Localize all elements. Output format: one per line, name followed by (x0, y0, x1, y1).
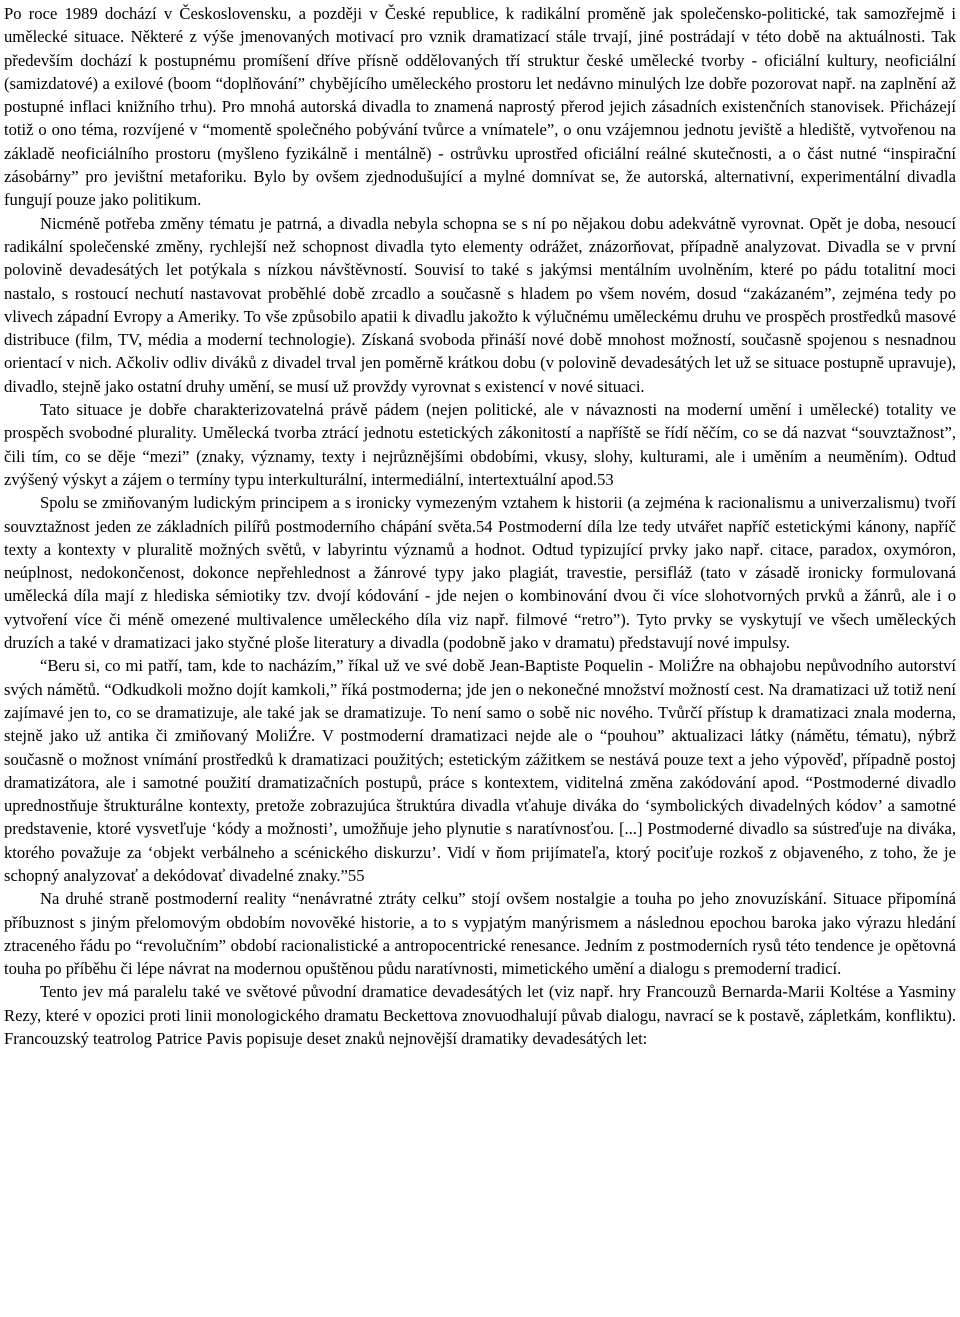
paragraph-world-drama: Tento jev má paralelu také ve světové původní dramatice devadesátých let (viz např. hry Francouzů Bernarda-Marii Koltése a Yasminy Rezy, které v opozici proti linii monologického dramatu Beckettova znovuodhalují půvab dialogu, navrací se k postavě, zápletkám, konfliktu). Francouzský teatrolog Patrice Pavis popisuje deset znaků nejnovější dramatiky devadesátých let: (4, 982, 956, 1049)
paragraph-plurality: Tato situace je dobře charakterizovatelná právě pádem (nejen politické, ale v návaznosti na moderní umění i umělecké) totality ve prospěch svobodné plurality. Umělecká tvorba ztrácí jednotu estetických zákonitostí a napříště se řídí něčím, co se dá nazvat “souvztažnost”, čili tím, co se děje “mezi” (znaky, významy, texty i nejrůznějšími obdobími, vkusy, slohy, kulturami, ale i uměním a neuměním). Odtud zvýšený výskyt a zájem o termíny typu interkulturální, intermediální, intertextuální apod.53 (4, 400, 956, 489)
paragraph-need-for-change: Nicméně potřeba změny tématu je patrná, a divadla nebyla schopna se s ní po nějakou dobu adekvátně vyrovnat. Opět je doba, nesoucí radikální společenské změny, rychlejší než schopnost divadla tyto elementy odrážet, znázorňovat, případně analyzovat. Divadla se v první polovině devadesátých let potýkala s nízkou návštěvností. Souvisí to také s jakýmsi mentálním uvolněním, které po pádu totalitní moci nastalo, s rostoucí nechutí nastavovat proběhlé době zrcadlo a současně s hladem po všem novém, dosud “zakázaném”, zejména tedy po vlivech západní Evropy a Ameriky. To vše způsobilo apatii k divadlu jakožto k výlučnému uměleckému druhu ve prospěch prostředků masové distribuce (film, TV, média a moderní technologie). Získaná svoboda přináší nové době mnohost možností, současně spojenou s nesnadnou orientací v nich. Ačkoliv odliv diváků z divadel trval jen poměrně krátkou dobu (v polovině devadesátých let už se situace postupně upravuje), divadlo, stejně jako ostatní druhy umění, se musí už provždy vyrovnat s existencí v nové situaci. (4, 213, 956, 396)
paragraph-moliere-quote: “Beru si, co mi patří, tam, kde to nacházím,” říkal už ve své době Jean-Baptiste Poquelin - MoliŹre na obhajobu nepůvodního autorství svých námětů. “Odkudkoli možno dojít kamkoli,” říká postmoderna; jde jen o nekonečné množství možností cest. Na dramatizaci už totiž není zajímavé jen to, co se dramatizuje, ale také jak se dramatizuje. To není samo o sobě nic nového. Tvůrčí přístup k dramatizaci znala moderna, stejně jako už antika či zmiňovaný MoliŹre. V postmoderní dramatizaci nejde ale o “pouhou” aktualizaci látky (námětu, tématu), nýbrž současně o možnost vnímání prostředků k dramatizaci použitých; estetickým zážitkem se nestává pouze text a jeho výpověď, případně postoj dramatizátora, ale i samotné použití dramatizačních postupů, práce s kontextem, viditelná změna zakódování apod. “Postmoderné divadlo uprednostňuje štrukturálne kontexty, pretože zobrazujúca štruktúra divadla vťahuje diváka do ‘symbolických divadelných kódov’ a samotné predstavenie, ktoré vysvetľuje ‘kódy a možnosti’, umožňuje jeho plynutie s naratívnosťou. [...] Postmoderné divadlo sa sústreďuje na diváka, ktorého považuje za ‘objekt verbálneho a scénického diskurzu’. Vidí v ňom prijímateľa, ktorý pociťuje rozkoš z objaveného, z toho, že je schopný analyzovať a dekódovať divadelné znaky.”55 (4, 656, 956, 885)
paragraph-1989-change: Po roce 1989 dochází v Československu, a později v České republice, k radikální proměně jak společensko-politické, tak samozřejmě i umělecké situace. Některé z výše jmenovaných motivací pro vznik dramatizací stále trvají, jiné postrádají v této době na aktuálnosti. Tak především dochází k postupnému promíšení dříve přísně oddělovaných tří struktur české umělecké tvorby - oficiální kultury, neoficiální (samizdatové) a exilové (boom “doplňování” chybějícího uměleckého prostoru let nedávno minulých lze dobře pozorovat např. na zaplnění až postupné inflaci knižního trhu). Pro mnohá autorská divadla to znamená naprostý přerod jejich zásadních existenčních stanovisek. Přicházejí totiž o ono téma, rozvíjené v “momentě společného pobývání tvůrce a vnímatele”, o onu vzájemnou jednotu jeviště a hlediště, vytvořenou na základě neoficiálního prostoru (myšleno fyzikálně i mentálně) - ostrůvku uprostřed oficiální reálné skutečnosti, a o část nutné “inspirační zásobárny” pro jevištní metaforiku. Bylo by ovšem zjednodušující a mylné domnívat se, že autorská, alternativní, experimentální divadla fungují pouze jako politikum. (4, 4, 956, 210)
paragraph-ludic-principle: Spolu se zmiňovaným ludickým principem a s ironicky vymezeným vztahem k historii (a zejména k racionalismu a univerzalismu) tvoří souvztažnost jeden ze základních pilířů postmoderního chápání světa.54 Postmoderní díla lze tedy utvářet napříč estetickými kánony, napříč texty a kontexty v pluralitě možných světů, v labyrintu významů a hodnot. Odtud typizující prvky jako např. citace, paradox, oxymóron, neúplnost, nedokončenost, dokonce nepřehlednost a žánrové typy jako plagiát, travestie, persifláž (tato v zásadě ironicky formulovaná umělecká díla mají z hlediska sémiotiky tzv. dvojí kódování - jde nejen o kombinování dvou či více slohotvorných prvků a žánrů, ale i o vytvoření více či méně omezené multivalence uměleckého díla viz např. filmové “retro”). Tyto prvky se vyskytují ve všech uměleckých druzích a také v dramatizaci jako styčné ploše literatury a divadla (podobně jako v dramatu) představují nové impulsy. (4, 493, 956, 653)
paragraph-nostalgia: Na druhé straně postmoderní reality “nenávratné ztráty celku” stojí ovšem nostalgie a touha po jeho znovuzískání. Situace připomíná příbuznost s jiným přelomovým obdobím novověké historie, a to s vypjatým manýrismem a následnou epochou baroka jako výrazu hledání ztraceného řádu po “revolučním” období racionalistické a antropocentrické renesance. Jedním z postmoderních rysů této tendence je opětovná touha po příběhu či lépe návrat na modernou opuštěnou půdu naratívnosti, mimetického umění a dialogu s premoderní tradicí. (4, 889, 956, 979)
